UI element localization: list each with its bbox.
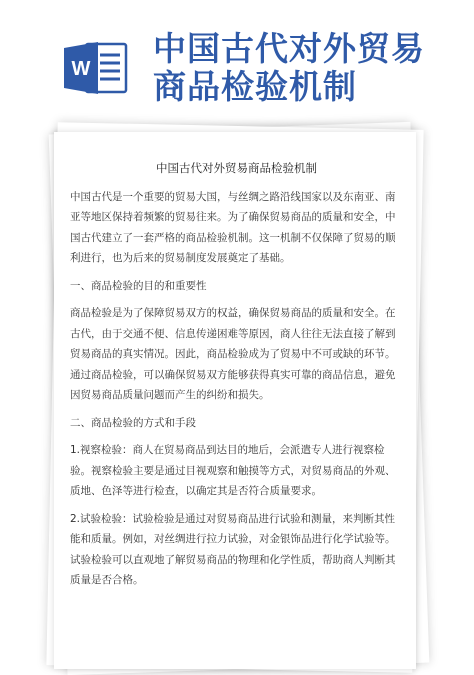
section-2-paragraph-2: 2.试验检验：试验检验是通过对贸易商品进行试验和测量，来判断其性能和质量。例如，对丝绸进行拉力试验，对金银饰品进行化学试验等。试验检验可以直观地了解贸易商品的物理和化学性质，帮助商人判断其质量是否合格。: [70, 512, 396, 586]
intro-paragraph: 中国古代是一个重要的贸易大国，与丝绸之路沿线国家以及东南亚、南亚等地区保持着频繁的贸易往来。为了确保贸易商品的质量和安全，中国古代建立了一套严格的商品检验机制。这一机制不仅保障了贸易的顺利进行，也为后来的贸易制度发展奠定了基础。: [70, 190, 396, 264]
logo-letter: W: [71, 58, 91, 80]
document-body: [70, 158, 403, 598]
header-banner: [0, 0, 474, 120]
document-title: 中国古代对外贸易商品检验机制: [156, 161, 317, 175]
section-1-paragraph: 商品检验是为了保障贸易双方的权益，确保贸易商品的质量和安全。在古代，由于交通不便、信息传递困难等原因，商人往往无法直接了解到贸易商品的真实情况。因此，商品检验成为了贸易中不可或缺的环节。通过商品检验，可以确保贸易双方能够获得真实可靠的商品信息，避免因贸易商品质量问题而产生的纠纷和损失。: [70, 307, 396, 401]
section-heading-1: 一、商品检验的目的和重要性: [70, 279, 207, 292]
page-title: [153, 30, 468, 106]
word-document-icon: [62, 40, 128, 96]
title-line-2: 商品检验机制: [153, 67, 357, 106]
section-2-paragraph-1: 1.视察检验：商人在贸易商品到达目的地后，会派遣专人进行视察检验。视察检验主要是通过目视观察和触摸等方式，对贸易商品的外观、质地、色泽等进行检查，以确定其是否符合质量要求。: [70, 444, 396, 497]
section-heading-2: 二、商品检验的方式和手段: [70, 416, 196, 429]
title-line-1: 中国古代对外贸易: [153, 29, 425, 68]
